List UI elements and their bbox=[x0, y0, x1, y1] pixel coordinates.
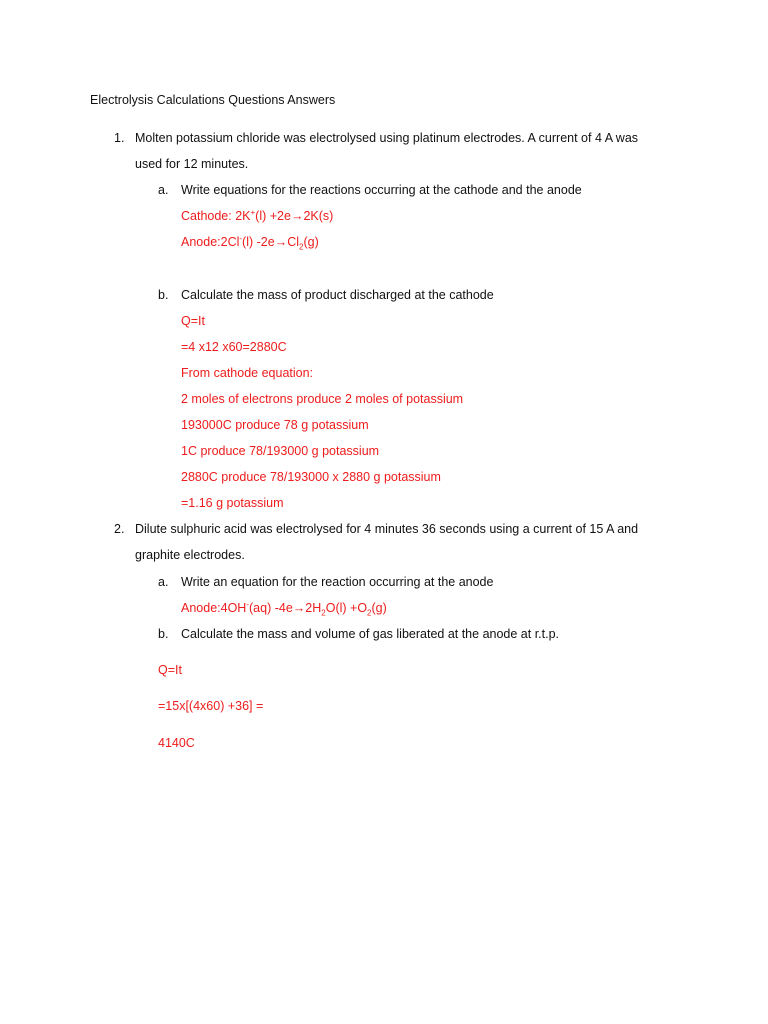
answer-line: Q=It bbox=[158, 663, 182, 677]
question-1-text-line2: used for 12 minutes. bbox=[135, 157, 249, 171]
document-title: Electrolysis Calculations Questions Answers bbox=[90, 93, 336, 107]
question-2a-text: Write an equation for the reaction occurring at the anode bbox=[181, 575, 494, 589]
answer-line: 1C produce 78/193000 g potassium bbox=[181, 444, 380, 458]
question-1a-text: Write equations for the reactions occurring at the cathode and the anode bbox=[181, 183, 582, 197]
answer-line: 4140C bbox=[158, 736, 195, 750]
question-2-text-line1: Dilute sulphuric acid was electrolysed for 4 minutes 36 seconds using a current of 15 A and bbox=[135, 522, 639, 536]
arrow-icon: → bbox=[290, 209, 304, 223]
question-2b-letter: b. bbox=[158, 627, 169, 641]
question-1-text-line1: Molten potassium chloride was electrolysed using platinum electrodes. A current of 4 A was bbox=[135, 131, 639, 145]
arrow-icon: → bbox=[274, 235, 288, 249]
question-1-number: 1. bbox=[114, 131, 125, 145]
question-2-text-line2: graphite electrodes. bbox=[135, 548, 245, 562]
question-1a-letter: a. bbox=[158, 183, 169, 197]
answer-line: =1.16 g potassium bbox=[181, 496, 284, 510]
answer-line: Q=It bbox=[181, 314, 205, 328]
answer-line: =15x[(4x60) +36] = bbox=[158, 699, 264, 713]
answer-line: =4 x12 x60=2880C bbox=[181, 340, 287, 354]
anode-equation: Anode:2Cl-(l) $-2e\to Cl_2(g)$ bbox=[181, 233, 319, 252]
answer-line: 2880C produce 78/193000 x 2880 g potassium bbox=[181, 470, 441, 484]
question-1b-text: Calculate the mass of product discharged at the cathode bbox=[181, 288, 494, 302]
answer-line: 2 moles of electrons produce 2 moles of potassium bbox=[181, 392, 464, 406]
question-2a-letter: a. bbox=[158, 575, 169, 589]
cathode-equation: Cathode: 2K+(l) +2e→2K(s) bbox=[181, 207, 334, 223]
anode-equation-2: Anode:4OH-(aq) $-4e\to 2H_2O(l) +O_2(g)$ bbox=[181, 599, 387, 618]
question-2b-text: Calculate the mass and volume of gas liberated at the anode at r.t.p. bbox=[181, 627, 560, 641]
answer-line: 193000C produce 78 g potassium bbox=[181, 418, 369, 432]
question-2-number: 2. bbox=[114, 522, 125, 536]
arrow-icon: → bbox=[292, 601, 306, 615]
question-1b-letter: b. bbox=[158, 288, 169, 302]
answer-line: From cathode equation: bbox=[181, 366, 314, 380]
